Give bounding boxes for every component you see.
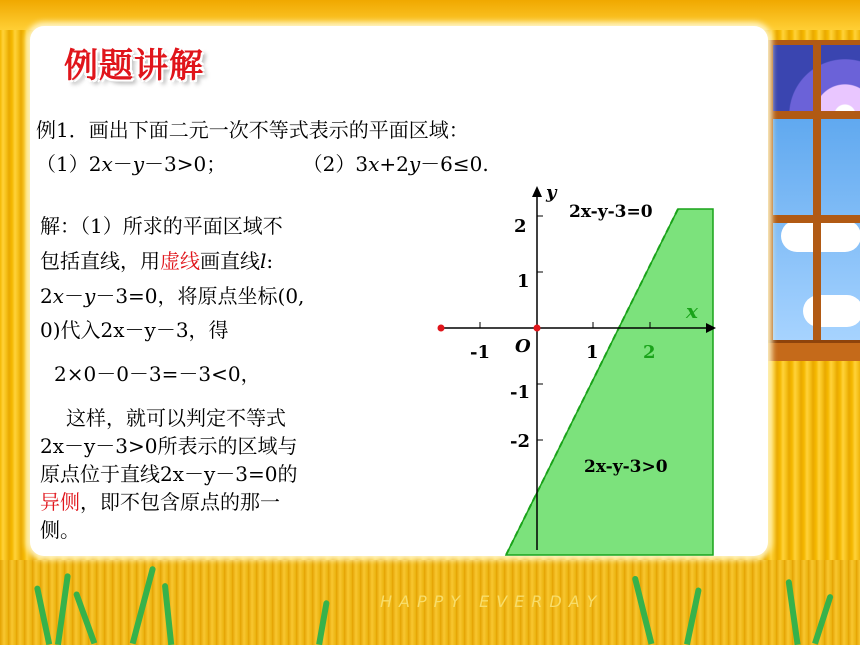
x-tick-label: 2 <box>643 342 656 363</box>
line-equation-label: 2x-y-3=0 <box>569 202 653 222</box>
solution-line-5: 2×0－0－3=－3<0， <box>54 362 261 386</box>
solution-line-9: 异侧，即不包含原点的那一 <box>40 490 280 514</box>
origin-label: O <box>515 336 531 357</box>
solution-line-1: 解：（1）所求的平面区域不 <box>40 214 283 238</box>
slide-title: 例题讲解 <box>64 46 204 86</box>
region-label: 2x-y-3>0 <box>584 457 668 477</box>
y-tick-label: 1 <box>517 271 530 292</box>
example-title: 例1．画出下面二元一次不等式表示的平面区域： <box>36 118 469 142</box>
y-tick-label: 2 <box>514 216 527 237</box>
solution-line-2: 包括直线，用虚线画直线l: <box>40 249 274 273</box>
footer-happy-everday: HAPPY EVERDAY <box>380 592 604 611</box>
x-tick-label: 1 <box>586 342 599 363</box>
solution-line-3: 2x－y－3=0，将原点坐标(0, <box>40 284 305 308</box>
solution-line-7: 2x－y－3>0所表示的区域与 <box>40 434 298 458</box>
solution-line-4: 0)代入2x－y－3，得 <box>40 318 229 342</box>
y-tick-label: -1 <box>510 382 530 403</box>
y-tick-label: -2 <box>510 431 530 452</box>
y-axis-label: y <box>546 182 557 203</box>
solution-line-8: 原点位于直线2x－y－3=0的 <box>40 462 298 486</box>
x-axis-label: x <box>686 299 698 323</box>
part1: （1）2x－y－3>0； <box>36 152 227 176</box>
y-axis-arrow <box>532 186 542 197</box>
axis-dot <box>438 325 445 332</box>
part2: （2）3x+2y－6≤0. <box>302 152 489 176</box>
origin-dot <box>534 325 541 332</box>
solution-line-6: 这样，就可以判定不等式 <box>66 406 286 430</box>
solution-line-10: 侧。 <box>40 518 80 542</box>
x-tick-label: -1 <box>470 342 490 363</box>
